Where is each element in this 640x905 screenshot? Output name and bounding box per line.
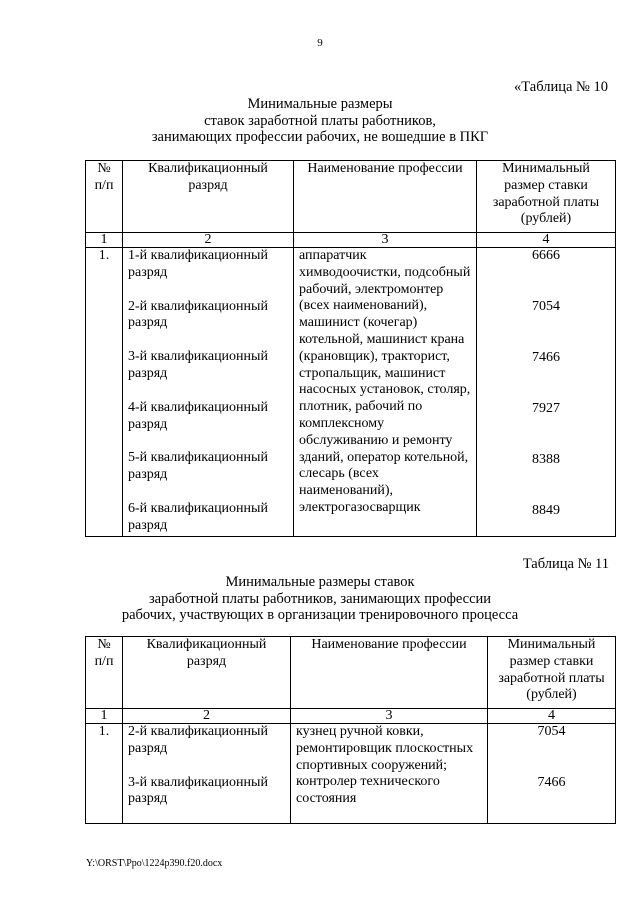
rate-value: 7466	[537, 775, 566, 790]
grade-item: 1-й квалификационный разряд	[128, 248, 268, 280]
table-header-row	[86, 637, 616, 709]
table-11-title	[0, 574, 640, 624]
table-11-title-line: Минимальные размеры ставок	[225, 574, 415, 590]
grade-item: 2-й квалификационный разряд	[128, 298, 268, 331]
rate-value: 8849	[532, 503, 560, 518]
rates-cell	[488, 724, 616, 824]
grade-item: 3-й квалификационный разряд	[128, 349, 268, 381]
grades-cell	[123, 248, 294, 537]
header-number: № п/п	[86, 637, 123, 709]
table-10-title-line: занимающих профессии рабочих, не вошедшие в ПКГ	[151, 129, 489, 145]
column-number-row	[86, 709, 616, 724]
rate-value: 7054	[532, 299, 560, 314]
table-10-title	[0, 96, 640, 146]
table-10	[85, 160, 616, 537]
column-number: 1	[86, 709, 123, 724]
grade-item: 3-й квалификационный разряд	[128, 774, 268, 807]
rates-cell	[477, 248, 616, 537]
column-number: 2	[123, 233, 294, 248]
rate-value: 6666	[532, 248, 560, 263]
table-11	[85, 636, 616, 824]
header-grade: Квалификационный разряд	[123, 637, 291, 709]
professions-cell: аппаратчик химводоочистки, подсобный рабочий, электромонтер (всех наименований), машинист (кочегар) котельной, машинист крана (крановщик), тракторист, стропальщик, машинист насосных установок, столяр, плотник, рабочий по комплексному обслуживанию и ремонту зданий, оператор котельной, слесарь (всех наименований), электрогазосварщик	[294, 248, 477, 537]
rate-value: 7927	[532, 401, 560, 416]
professions-cell: кузнец ручной ковки, ремонтировщик плоскостных спортивных сооружений; контролер технического состояния	[291, 724, 488, 824]
rate-value: 7466	[532, 350, 560, 365]
grades-cell	[123, 724, 291, 824]
table-11-title-line: рабочих, участвующих в организации тренировочного процесса	[121, 607, 519, 623]
footer-file-path: Y:\ORST\Ppo\1224p390.f20.docx	[86, 858, 223, 869]
column-number: 2	[123, 709, 291, 724]
row-number: 1.	[86, 724, 123, 824]
table-10-label: «Таблица № 10	[514, 79, 608, 95]
column-number: 4	[477, 233, 616, 248]
header-min-rate: Минимальный размер ставки заработной платы (рублей)	[477, 161, 616, 233]
header-grade: Квалификационный разряд	[123, 161, 294, 233]
grade-item: 6-й квалификационный разряд	[128, 500, 268, 533]
table-row	[86, 724, 616, 824]
header-min-rate: Минимальный размер ставки заработной платы (рублей)	[488, 637, 616, 709]
column-number: 3	[291, 709, 488, 724]
table-11-label: Таблица № 11	[522, 556, 609, 572]
table-10-title-line: ставок заработной платы работников,	[204, 112, 436, 129]
page-number: 9	[317, 37, 323, 49]
grade-item: 4-й квалификационный разряд	[128, 399, 268, 432]
rate-value: 7054	[537, 724, 566, 739]
header-number: № п/п	[86, 161, 123, 233]
column-number: 3	[294, 233, 477, 248]
grade-item: 5-й квалификационный разряд	[128, 450, 268, 483]
column-number: 4	[488, 709, 616, 724]
table-10-title-line: Минимальные размеры	[247, 96, 393, 112]
column-number-row	[86, 233, 616, 248]
table-row	[86, 248, 616, 537]
grade-item: 2-й квалификационный разряд	[128, 724, 268, 756]
table-11-title-line: заработной платы работников, занимающих профессии	[148, 590, 492, 607]
row-number: 1.	[86, 248, 123, 537]
rate-value: 8388	[532, 452, 560, 467]
column-number: 1	[86, 233, 123, 248]
header-profession: Наименование профессии	[291, 637, 488, 709]
table-header-row	[86, 161, 616, 233]
header-profession: Наименование профессии	[294, 161, 477, 233]
